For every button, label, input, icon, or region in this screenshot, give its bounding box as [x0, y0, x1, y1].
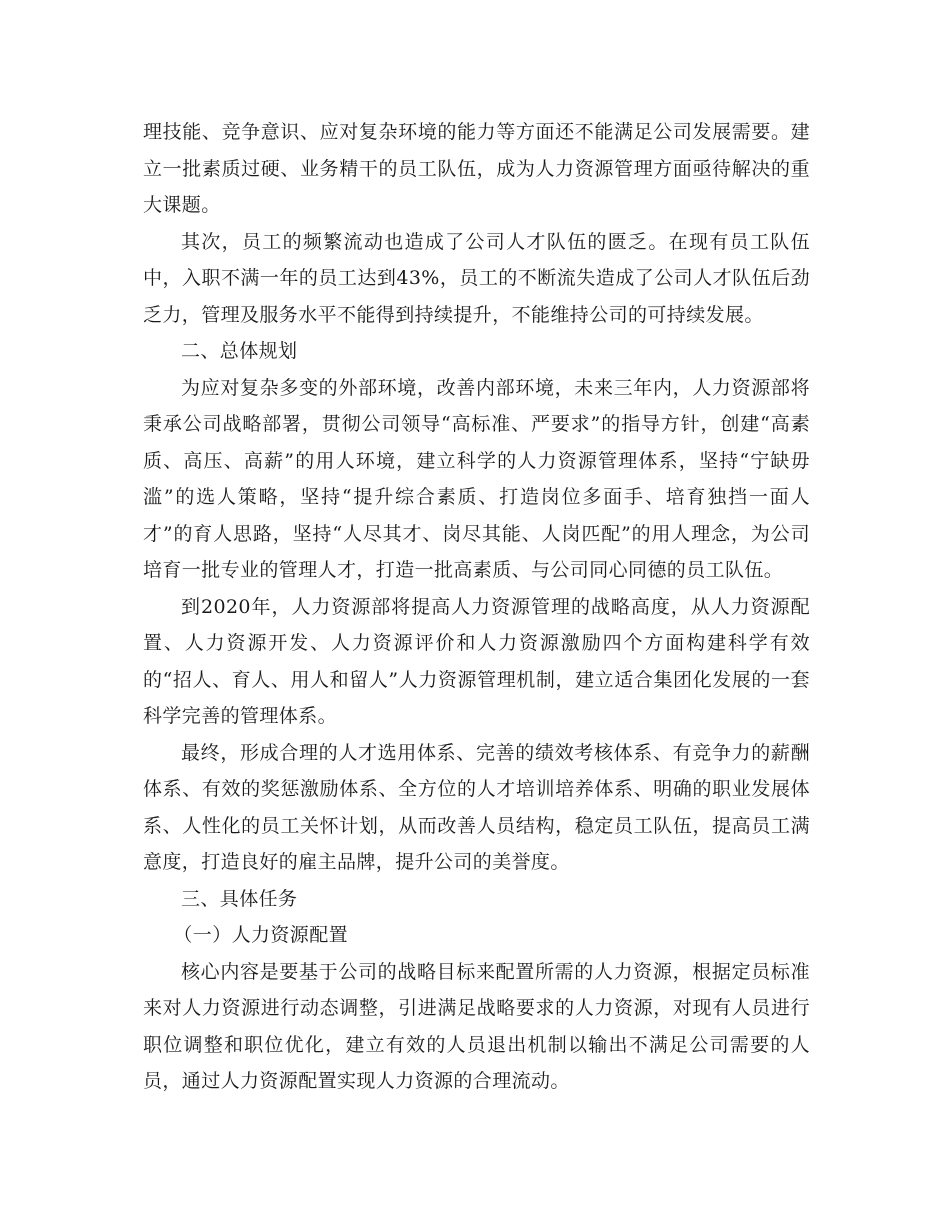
subsection-heading-resource-allocation: （一）人力资源配置: [173, 924, 348, 946]
paragraph-continuation: 理技能、竞争意识、应对复杂环境的能力等方面还不能满足公司发展需要。建立一批素质过硬、业务精干的员工队伍，成为人力资源管理方面亟待解决的重大课题。: [143, 121, 810, 216]
paragraph-final-outcome: 最终，形成合理的人才选用体系、完善的绩效考核体系、有竞争力的薪酬体系、有效的奖惩激励体系、全方位的人才培训培养体系、明确的职业发展体系、人性化的员工关怀计划，从而改善人员结构，稳定员工队伍，提高员工满意度，打造良好的雇主品牌，提升公司的美誉度。: [143, 741, 810, 873]
paragraph-staff-turnover: 其次，员工的频繁流动也造成了公司人才队伍的匮乏。在现有员工队伍中，入职不满一年的员工达到43%，员工的不断流失造成了公司人才队伍后劲乏力，管理及服务水平不能得到持续提升，不能维持公司的可持续发展。: [143, 230, 810, 326]
paragraph-2020-goal: 到2020年，人力资源部将提高人力资源管理的战略高度，从人力资源配置、人力资源开发、人力资源评价和人力资源激励四个方面构建科学有效的“招人、育人、用人和留人”人力资源管理机制，建立适合集团化发展的一套科学完善的管理体系。: [143, 595, 810, 727]
paragraph-resource-allocation: 核心内容是要基于公司的战略目标来配置所需的人力资源，根据定员标准来对人力资源进行动态调整，引进满足战略要求的人力资源，对现有人员进行职位调整和职位优化，建立有效的人员退出机制以输出不满足公司需要的人员，通过人力资源配置实现人力资源的合理流动。: [143, 960, 810, 1092]
section-heading-overall-plan: 二、总体规划: [181, 340, 298, 362]
document-body: [143, 114, 810, 1100]
paragraph-overall-plan: 为应对复杂多变的外部环境，改善内部环境，未来三年内，人力资源部将秉承公司战略部署，贯彻公司领导“高标准、严要求”的指导方针，创建“高素质、高压、高薪”的用人环境，建立科学的人力资源管理体系，坚持“宁缺毋滥”的选人策略，坚持“提升综合素质、打造岗位多面手、培育独挡一面人才”的育人思路，坚持“人尽其才、岗尽其能、人岗匹配”的用人理念，为公司培育一批专业的管理人才，打造一批高素质、与公司同心同德的员工队伍。: [143, 376, 810, 581]
section-heading-specific-tasks: 三、具体任务: [181, 887, 298, 910]
